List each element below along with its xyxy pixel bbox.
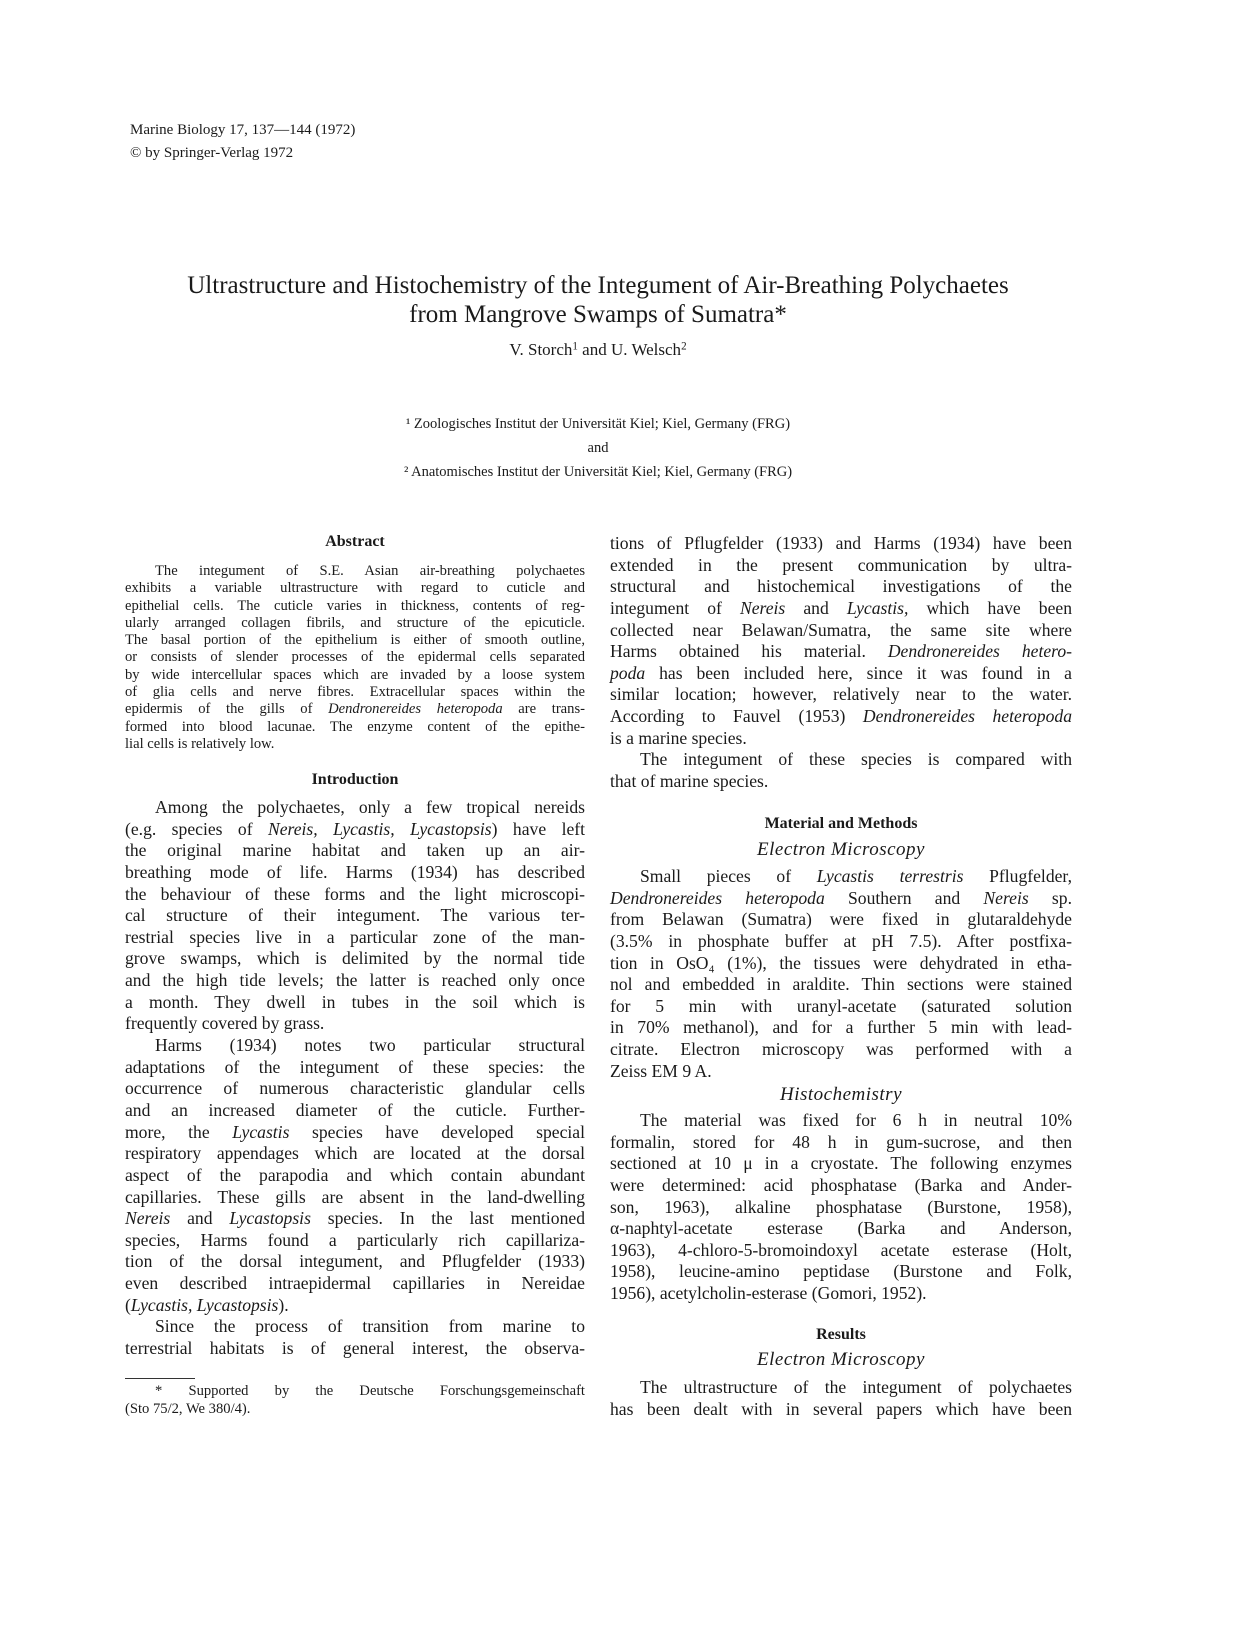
text-line: occurrence of numerous characteristic glandular cells: [125, 1078, 585, 1099]
footnote: [125, 1382, 585, 1418]
histochemistry-body: [610, 1110, 1072, 1305]
text-line: tion of the dorsal integument, and Pflugfelder (1933): [125, 1251, 585, 1272]
italic-term: Lycastopsis: [229, 1208, 311, 1229]
text-line: The integument of S.E. Asian air-breathing polychaetes: [155, 563, 585, 579]
text-line: terrestrial habitats is of general interest, the observa-: [125, 1338, 585, 1359]
text-line: The material was fixed for 6 h in neutral 10%: [640, 1110, 1072, 1130]
authors-and: and: [577, 340, 611, 359]
italic-term: Nereis: [739, 597, 786, 618]
text-line: a month. They dwell in tubes in the soil which is: [125, 991, 585, 1012]
text-line: ularly arranged collagen fibrils, and structure of the epicuticle.: [125, 614, 585, 631]
text-line: aspect of the parapodia and which contain abundant: [125, 1164, 585, 1185]
italic-term: Lycastis terrestris: [816, 866, 964, 886]
text-line: tions of Pflugfelder (1933) and Harms (1934) have been: [610, 533, 1072, 553]
text-line: son, 1963), alkaline phosphatase (Burstone, 1958),: [610, 1196, 1072, 1217]
text-line: Since the process of transition from marine to: [155, 1316, 585, 1337]
results-section: [610, 1326, 1072, 1344]
text-line: or consists of slender processes of the epidermal cells separated: [125, 649, 585, 666]
text-line: by wide intercellular spaces which are invaded by a loose system: [125, 666, 585, 683]
results-em-heading: Electron Microscopy: [757, 1349, 925, 1370]
text-line: Harms obtained his material. Dendronereides hetero-: [610, 641, 1072, 662]
text-line: sectioned at 10 μ in a cryostate. The following enzymes: [610, 1153, 1072, 1174]
text-line: from Belawan (Sumatra) were fixed in glutaraldehyde: [610, 909, 1072, 930]
text-line: more, the Lycastis species have developed special: [125, 1121, 586, 1142]
italic-term: Nereis, Lycastis, Lycastopsis: [268, 818, 492, 839]
text-line: citrate. Electron microscopy was performed with a: [610, 1039, 1072, 1060]
text-line: The basal portion of the epithelium is either of smooth outline,: [125, 632, 585, 649]
text-line: 1956), acetylcholin-esterase (Gomori, 1952).: [610, 1283, 927, 1304]
introduction-heading: Introduction: [311, 771, 399, 788]
text-line: lial cells is relatively low.: [125, 735, 275, 752]
italic-term: Dendronereides heteropoda: [328, 701, 503, 718]
text-line: (e.g. species of Nereis, Lycastis, Lycastopsis) have left: [125, 818, 586, 839]
text-line: epidermis of the gills of Dendronereides heteropoda are trans-: [125, 701, 585, 718]
text-line: even described intraepidermal capillaries in Nereidae: [125, 1273, 585, 1294]
text-line: 1958), leucine-amino peptidase (Burstone and Folk,: [610, 1261, 1072, 1282]
results-heading: Results: [816, 1326, 866, 1343]
text-line: nol and embedded in araldite. Thin sections were stained: [610, 974, 1072, 995]
text-line: capillaries. These gills are absent in the land-dwelling: [125, 1186, 585, 1207]
authors: [0, 340, 1196, 360]
introduction-section: [125, 771, 585, 789]
text-line: Small pieces of Lycastis terrestris Pflugfelder,: [640, 866, 1072, 886]
histochemistry-subsection: [610, 1084, 1072, 1106]
text-line: structural and histochemical investigations of the: [610, 576, 1072, 597]
text-line: exhibits a variable ultrastructure with regard to cuticle and: [125, 580, 585, 597]
histochemistry-heading: Histochemistry: [779, 1084, 903, 1105]
text-line: α-naphtyl-acetate esterase (Barka and Anderson,: [610, 1218, 1072, 1239]
results-em-subsection: [610, 1349, 1072, 1371]
text-line: is a marine species.: [610, 727, 747, 748]
text-line: poda has been included here, since it was found in a: [610, 662, 1072, 683]
text-line: (Lycastis, Lycastopsis).: [125, 1294, 289, 1315]
footnote-line: * Supported by the Deutsche Forschungsgemeinschaft: [155, 1383, 585, 1399]
text-line: restrial species live in a particular zone of the man-: [125, 926, 585, 947]
text-line: epithelial cells. The cuticle varies in thickness, contents of reg-: [125, 597, 585, 614]
methods-em-subsection: [610, 839, 1072, 861]
text-line: Zeiss EM 9 A.: [610, 1060, 712, 1081]
text-line: of glia cells and nerve fibres. Extracellular spaces within the: [125, 684, 585, 701]
author-2-affiliation-mark: 2: [681, 340, 687, 353]
text-line: species, Harms found a particularly rich capillariza-: [125, 1229, 585, 1250]
methods-section: [610, 815, 1072, 833]
text-line: frequently covered by grass.: [125, 1013, 325, 1034]
text-line: for 5 min with uranyl-acetate (saturated solution: [610, 995, 1072, 1016]
text-line: The integument of these species is compared with: [640, 749, 1072, 770]
italic-term: Lycastis: [232, 1121, 290, 1142]
methods-em-heading: Electron Microscopy: [757, 839, 925, 860]
text-line: respiratory appendages which are located at the dorsal: [125, 1143, 585, 1164]
methods-heading: Material and Methods: [764, 815, 918, 832]
abstract-body: [125, 563, 585, 753]
italic-term: Nereis: [125, 1208, 171, 1229]
introduction-body-continued: [610, 533, 1072, 793]
text-line: formalin, stored for 48 h in gum-sucrose, and then: [610, 1131, 1072, 1152]
copyright-line: © by Springer-Verlag 1972: [130, 145, 294, 161]
text-line: has been dealt with in several papers which have been: [610, 1398, 1072, 1419]
affiliation-1: ¹ Zoologisches Institut der Universität Kiel; Kiel, Germany (FRG): [405, 416, 791, 432]
text-line: in 70% methanol), and for a further 5 min with lead-: [610, 1017, 1072, 1038]
text-line: collected near Belawan/Sumatra, the same site where: [610, 619, 1072, 640]
text-line: similar location; however, relatively near to the water.: [610, 684, 1072, 705]
italic-term: Lycastis,: [846, 597, 909, 618]
author-1: V. Storch: [509, 340, 573, 359]
text-line: extended in the present communication by ultra-: [610, 554, 1072, 575]
paper-title-line-2: from Mangrove Swamps of Sumatra*: [409, 301, 787, 328]
italic-term: Lycastis, Lycastopsis: [130, 1294, 279, 1315]
footnote-line: (Sto 75/2, We 380/4).: [125, 1401, 251, 1417]
text-line: that of marine species.: [610, 771, 769, 792]
text-line: the original marine habitat and taken up an air-: [125, 840, 585, 861]
journal-citation: Marine Biology 17, 137—144 (1972): [130, 122, 356, 138]
affiliation-and: and: [587, 440, 609, 456]
text-line: adaptations of the integument of these species: the: [125, 1056, 585, 1077]
text-line: Nereis and Lycastopsis species. In the last mentioned: [125, 1208, 586, 1229]
results-body: [610, 1377, 1072, 1420]
text-line: (3.5% in phosphate buffer at pH 7.5). After postfixa-: [610, 930, 1072, 951]
text-line: 1963), 4-chloro-5-bromoindoxyl acetate esterase (Holt,: [610, 1239, 1072, 1260]
author-1-affiliation-mark: 1: [572, 340, 578, 353]
text-line: and an increased diameter of the cuticle. Further-: [125, 1099, 585, 1120]
author-2: U. Welsch: [610, 340, 682, 359]
italic-term: Dendronereides heteropoda: [862, 706, 1072, 727]
text-line: breathing mode of life. Harms (1934) has described: [125, 861, 585, 882]
abstract-section: [125, 533, 585, 551]
italic-term: Dendronereides hetero-: [887, 641, 1072, 662]
text-line: the behaviour of these forms and the light microscopi-: [125, 883, 585, 904]
text-line: Dendronereides heteropoda Southern and Nereis sp.: [610, 887, 1072, 908]
italic-term: Dendronereides heteropoda: [610, 887, 825, 908]
paper-title-line-1: Ultrastructure and Histochemistry of the Integument of Air-Breathing Polychaetes: [187, 272, 1009, 299]
italic-term: Nereis: [983, 887, 1029, 908]
italic-term: poda: [610, 662, 646, 683]
text-line: tion in OsO₄ (1%), the tissues were dehydrated in etha-: [610, 952, 1072, 973]
abstract-heading: Abstract: [325, 533, 385, 550]
text-line: Harms (1934) notes two particular structural: [155, 1035, 585, 1056]
text-line: and the high tide levels; the latter is reached only once: [125, 970, 585, 991]
introduction-body: [125, 797, 585, 1360]
text-line: were determined: acid phosphatase (Barka and Ander-: [610, 1174, 1072, 1195]
text-line: cal structure of their integument. The various ter-: [125, 905, 585, 926]
text-line: grove swamps, which is delimited by the normal tide: [125, 948, 585, 969]
text-line: The ultrastructure of the integument of polychaetes: [640, 1377, 1072, 1397]
text-line: Among the polychaetes, only a few tropical nereids: [155, 797, 585, 817]
methods-em-body: [610, 866, 1072, 1082]
affiliation-2: ² Anatomisches Institut der Universität Kiel; Kiel, Germany (FRG): [403, 464, 793, 480]
text-line: formed into blood lacunae. The enzyme content of the epithe-: [125, 718, 585, 735]
footnote-rule: [125, 1378, 195, 1379]
text-line: According to Fauvel (1953) Dendronereides heteropoda: [610, 706, 1072, 727]
text-line: integument of Nereis and Lycastis, which have been: [610, 597, 1073, 618]
